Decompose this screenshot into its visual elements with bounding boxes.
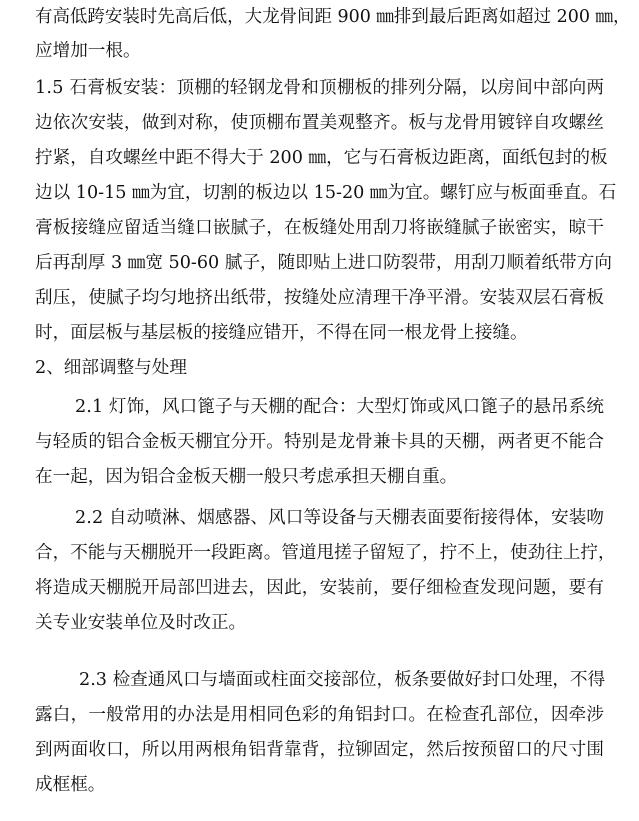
text-line — [0, 106, 639, 140]
text-line — [0, 425, 639, 459]
text-line-content: 合，不能与天棚脱开一段距离。管道甩搓子留短了，拧不上，使劲往上拧， — [35, 543, 616, 563]
text-line — [0, 733, 639, 767]
text-line-content: 刮压，使腻子均匀地挤出纸带，按缝处应清理干净平滑。安装双层石膏板 — [35, 288, 605, 308]
text-line-content: 边依次安装，做到对称，使顶棚布置美观整齐。板与龙骨用镀锌自攻螺丝 — [35, 113, 605, 133]
text-line-content: 成框框。 — [35, 775, 106, 795]
section-heading-2 — [0, 351, 639, 385]
text-line — [0, 141, 639, 175]
text-line — [0, 34, 639, 68]
text-line-content: 2.1 灯饰，风口篦子与天棚的配合：大型灯饰或风口篦子的悬吊系统 — [75, 397, 605, 417]
text-line-content: 与轻质的铝合金板天棚宜分开。特别是龙骨兼卡具的天棚，两者更不能合 — [35, 432, 605, 452]
text-line-content: 边以 10-15 ㎜为宜，切割的板边以 15-20 ㎜为宜。螺钉应与板面垂直。石 — [35, 183, 617, 203]
text-line — [0, 281, 639, 315]
section-heading-1-5 — [0, 71, 639, 105]
text-line-content: 膏板接缝应留适当缝口嵌腻子，在板缝处用刮刀将嵌缝腻子嵌密实，晾干 — [35, 218, 605, 238]
text-line — [0, 316, 639, 350]
text-line-content: 时，面层板与基层板的接缝应错开，不得在同一根龙骨上接缝。 — [35, 323, 528, 343]
text-line — [0, 246, 639, 280]
text-line — [0, 768, 639, 802]
text-line — [0, 536, 639, 570]
text-line-content: 1.5 石膏板安装：顶棚的轻钢龙骨和顶棚板的排列分隔，以房间中部向两 — [35, 78, 605, 98]
text-line-content: 后再刮厚 3 ㎜宽 50-60 腻子，随即贴上进口防裂带，用刮刀顺着纸带方向 — [35, 253, 612, 273]
text-line — [0, 211, 639, 245]
text-line-content: 应增加一根。 — [35, 41, 141, 61]
text-line — [0, 176, 639, 210]
text-line — [0, 698, 639, 732]
text-line-content: 露白，一般常用的办法是用相同色彩的角铝封口。在检查孔部位，因牵涉 — [35, 705, 605, 725]
text-line — [0, 606, 639, 640]
text-line-content: 关专业安装单位及时改正。 — [35, 613, 247, 633]
subsection-heading-2-1 — [0, 390, 639, 424]
text-line-content: 将造成天棚脱开局部凹进去，因此，安装前，要仔细检查发现问题，要有 — [35, 578, 605, 598]
text-line-content: 有高低跨安装时先高后低，大龙骨间距 900 ㎜排到最后距离如超过 200 ㎜， — [35, 7, 631, 27]
text-line-content: 到两面收口，所以用两根角铝背靠背，拉铆固定，然后按预留口的尺寸围 — [35, 740, 605, 760]
text-line-content: 拧紧，自攻螺丝中距不得大于 200 ㎜，它与石膏板边距离，面纸包封的板 — [35, 148, 608, 168]
text-line-content: 2、细部调整与处理 — [35, 358, 187, 378]
text-line-content: 2.3 检查通风口与墙面或柱面交接部位，板条要做好封口处理，不得 — [79, 670, 606, 690]
text-line — [0, 0, 639, 34]
subsection-heading-2-3 — [0, 663, 639, 697]
text-line-content: 2.2 自动喷淋、烟感器、风口等设备与天棚表面要衔接得体，安装吻 — [75, 508, 605, 528]
subsection-heading-2-2 — [0, 501, 639, 535]
text-line — [0, 460, 639, 494]
text-line-content: 在一起，因为铝合金板天棚一般只考虑承担天棚自重。 — [35, 467, 458, 487]
text-line — [0, 571, 639, 605]
